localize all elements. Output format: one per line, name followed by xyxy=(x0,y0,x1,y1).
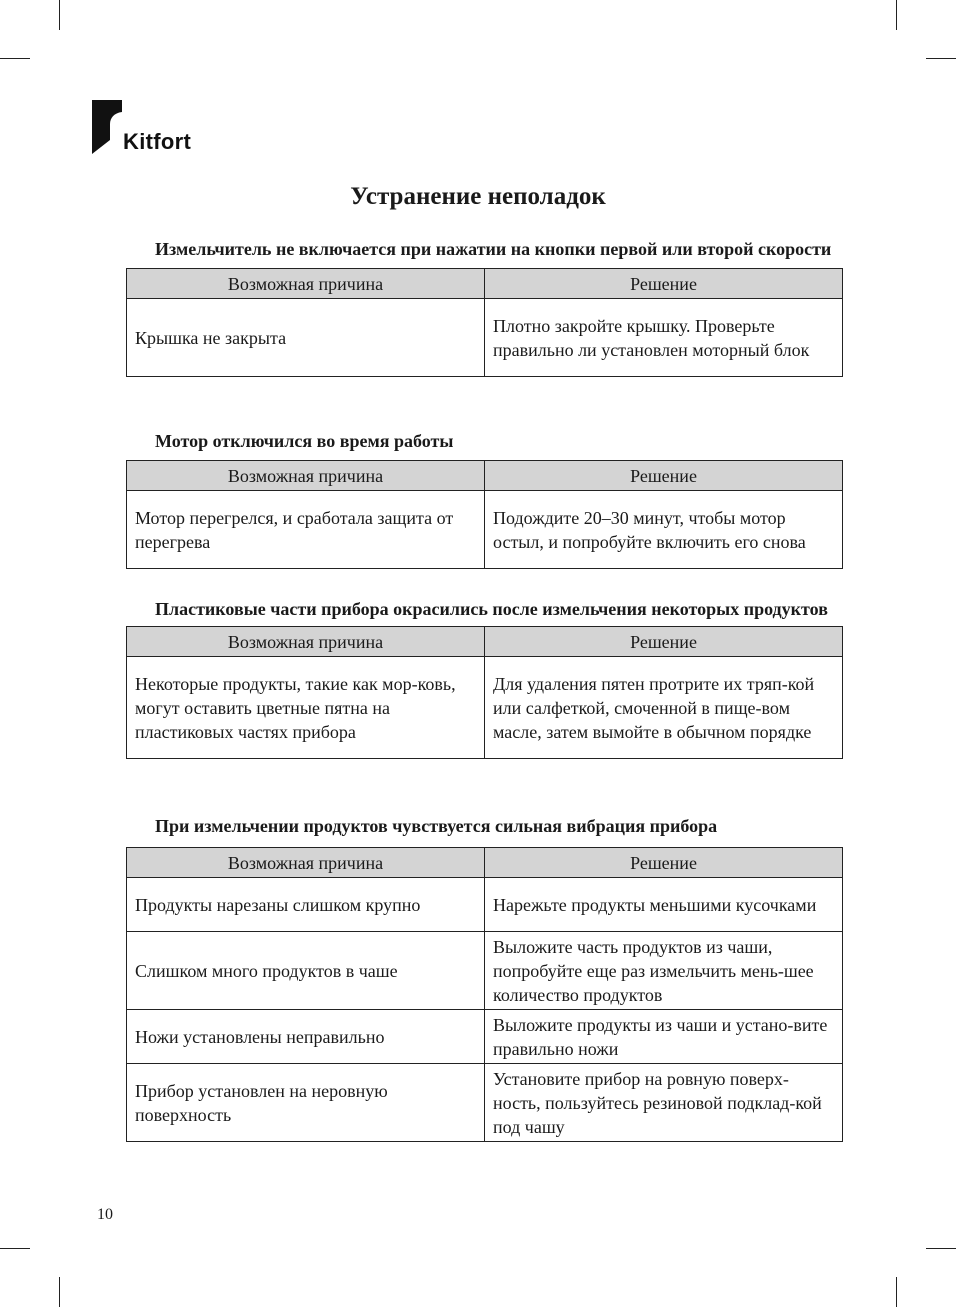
cause-cell: Ножи установлены неправильно xyxy=(127,1010,485,1064)
table-row xyxy=(127,657,843,759)
table-header-row xyxy=(127,627,843,657)
troubleshooting-section xyxy=(126,429,842,569)
solution-cell: Нарежьте продукты меньшими кусочками xyxy=(485,878,843,932)
troubleshooting-section xyxy=(126,237,842,377)
solution-cell: Для удаления пятен протрите их тряп-кой или салфеткой, смоченной в пище-вом масле, затем вымойте в обычном порядке xyxy=(485,657,843,759)
table-header-row xyxy=(127,848,843,878)
brand-logo xyxy=(92,100,191,154)
cause-column-header: Возможная причина xyxy=(127,461,485,491)
cause-column-header: Возможная причина xyxy=(127,269,485,299)
solution-cell: Выложите часть продуктов из чаши, попробуйте еще раз измельчить мень-шее количество продуктов xyxy=(485,932,843,1010)
crop-mark xyxy=(0,58,30,59)
crop-mark xyxy=(59,0,60,30)
table-row xyxy=(127,932,843,1010)
solution-cell: Установите прибор на ровную поверх-ность, пользуйтесь резиновой подклад-кой под чашу xyxy=(485,1064,843,1142)
table-header-row xyxy=(127,461,843,491)
troubleshooting-section xyxy=(126,597,842,759)
brand-name: Kitfort xyxy=(123,129,192,154)
kitfort-logo-icon xyxy=(92,100,122,154)
cause-column-header: Возможная причина xyxy=(127,627,485,657)
cause-cell: Некоторые продукты, такие как мор-ковь, могут оставить цветные пятна на пластиковых частях прибора xyxy=(127,657,485,759)
cause-cell: Продукты нарезаны слишком крупно xyxy=(127,878,485,932)
crop-mark xyxy=(896,0,897,30)
solution-cell: Выложите продукты из чаши и устано-вите правильно ножи xyxy=(485,1010,843,1064)
troubleshooting-table xyxy=(126,626,843,759)
crop-mark xyxy=(59,1277,60,1307)
solution-column-header: Решение xyxy=(485,627,843,657)
troubleshooting-table xyxy=(126,460,843,569)
table-row xyxy=(127,299,843,377)
solution-column-header: Решение xyxy=(485,461,843,491)
troubleshooting-table xyxy=(126,847,843,1142)
crop-mark xyxy=(896,1277,897,1307)
table-row xyxy=(127,1064,843,1142)
cause-cell: Слишком много продуктов в чаше xyxy=(127,932,485,1010)
page-title: Устранение неполадок xyxy=(350,183,606,210)
troubleshooting-table xyxy=(126,268,843,377)
cause-cell: Мотор перегрелся, и сработала защита от перегрева xyxy=(127,491,485,569)
section-heading: При измельчении продуктов чувствуется сильная вибрация прибора xyxy=(155,816,718,836)
page-number: 10 xyxy=(97,1206,113,1223)
crop-mark xyxy=(0,1248,30,1249)
solution-cell: Подождите 20–30 минут, чтобы мотор остыл, и попробуйте включить его снова xyxy=(485,491,843,569)
solution-cell: Плотно закройте крышку. Проверьте правильно ли установлен моторный блок xyxy=(485,299,843,377)
crop-mark xyxy=(926,58,956,59)
section-heading: Пластиковые части прибора окрасились после измельчения некоторых продуктов xyxy=(155,599,828,619)
table-row xyxy=(127,878,843,932)
section-heading: Измельчитель не включается при нажатии на кнопки первой или второй скорости xyxy=(155,239,832,259)
cause-cell: Прибор установлен на неровную поверхность xyxy=(127,1064,485,1142)
table-row xyxy=(127,1010,843,1064)
cause-cell: Крышка не закрыта xyxy=(127,299,485,377)
section-heading: Мотор отключился во время работы xyxy=(155,431,454,451)
table-header-row xyxy=(127,269,843,299)
table-row xyxy=(127,491,843,569)
crop-mark xyxy=(926,1248,956,1249)
solution-column-header: Решение xyxy=(485,269,843,299)
cause-column-header: Возможная причина xyxy=(127,848,485,878)
troubleshooting-section xyxy=(126,814,842,1142)
solution-column-header: Решение xyxy=(485,848,843,878)
